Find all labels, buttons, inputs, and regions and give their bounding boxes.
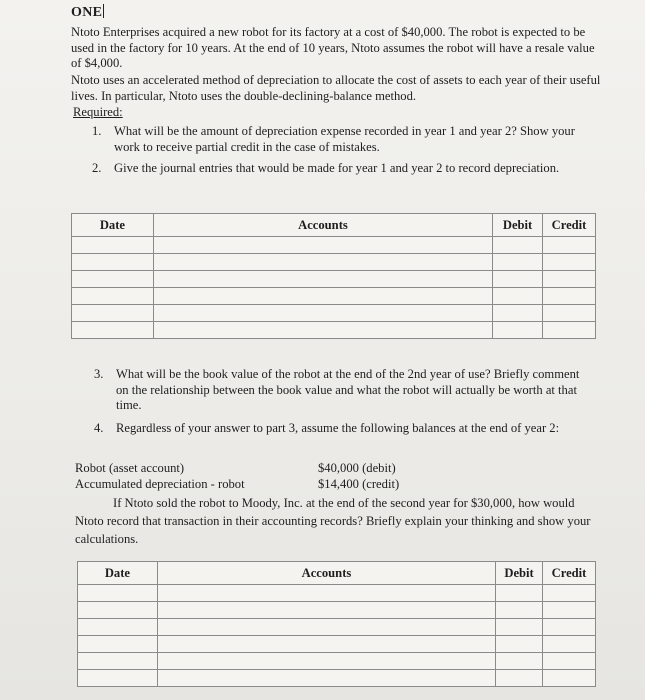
table-header-row [78, 562, 596, 585]
table-row[interactable] [72, 305, 596, 322]
question-number: 4. [94, 421, 104, 435]
date-header: Date [72, 214, 154, 237]
required-heading: Required: [73, 105, 123, 119]
balance-account-accum-dep: Accumulated depreciation - robot [75, 477, 245, 491]
balance-value-accum-dep: $14,400 (credit) [318, 477, 400, 491]
table-row[interactable] [72, 254, 596, 271]
table-row[interactable] [72, 288, 596, 305]
table-row[interactable] [78, 585, 596, 602]
table-row[interactable] [78, 653, 596, 670]
section-title: ONE [71, 5, 103, 20]
question-number: 1. [92, 124, 102, 138]
question-text: Regardless of your answer to part 3, assume the following balances at the end of year 2: [116, 421, 560, 435]
intro-paragraph-1: Ntoto Enterprises acquired a new robot for its factory at a cost of $40,000. The robot is expected to be used in the factory for 10 years. At the end of 10 years, Ntoto assumes the robot will have a resale value of $4,000. [71, 25, 595, 71]
table-row[interactable] [78, 670, 596, 687]
sale-question: If Ntoto sold the robot to Moody, Inc. at the end of the second year for $30,000, how would Ntoto record that transaction in their accounting records? Briefly explain your thinking and show your calculations. [75, 496, 591, 546]
table-row[interactable] [78, 619, 596, 636]
table-row[interactable] [72, 237, 596, 254]
text-cursor [103, 4, 104, 18]
balance-account-robot: Robot (asset account) [75, 461, 185, 475]
table-row[interactable] [78, 602, 596, 619]
table-header-row [72, 214, 596, 237]
accounts-header: Accounts [157, 562, 495, 585]
debit-header: Debit [496, 562, 543, 585]
table-row[interactable] [78, 636, 596, 653]
question-text: Give the journal entries that would be made for year 1 and year 2 to record depreciation. [114, 161, 560, 175]
debit-header: Debit [493, 214, 543, 237]
journal-table-1 [71, 213, 596, 339]
question-text: What will be the book value of the robot at the end of the 2nd year of use? Briefly comment on the relationship between the book value and what the robot will actually be worth at that time. [116, 367, 580, 413]
credit-header: Credit [543, 562, 596, 585]
table-row[interactable] [72, 271, 596, 288]
question-number: 3. [94, 367, 104, 381]
question-number: 2. [92, 161, 102, 175]
balance-value-robot: $40,000 (debit) [318, 461, 396, 475]
intro-paragraph-2: Ntoto uses an accelerated method of depreciation to allocate the cost of assets to each year of their useful lives. In particular, Ntoto uses the double-declining-balance method. [71, 73, 601, 103]
table-row[interactable] [72, 322, 596, 339]
date-header: Date [78, 562, 158, 585]
credit-header: Credit [543, 214, 596, 237]
journal-table-2 [77, 561, 596, 687]
accounts-header: Accounts [153, 214, 492, 237]
question-text: What will be the amount of depreciation expense recorded in year 1 and year 2? Show your work to receive partial credit in the case of mistakes. [114, 124, 575, 154]
